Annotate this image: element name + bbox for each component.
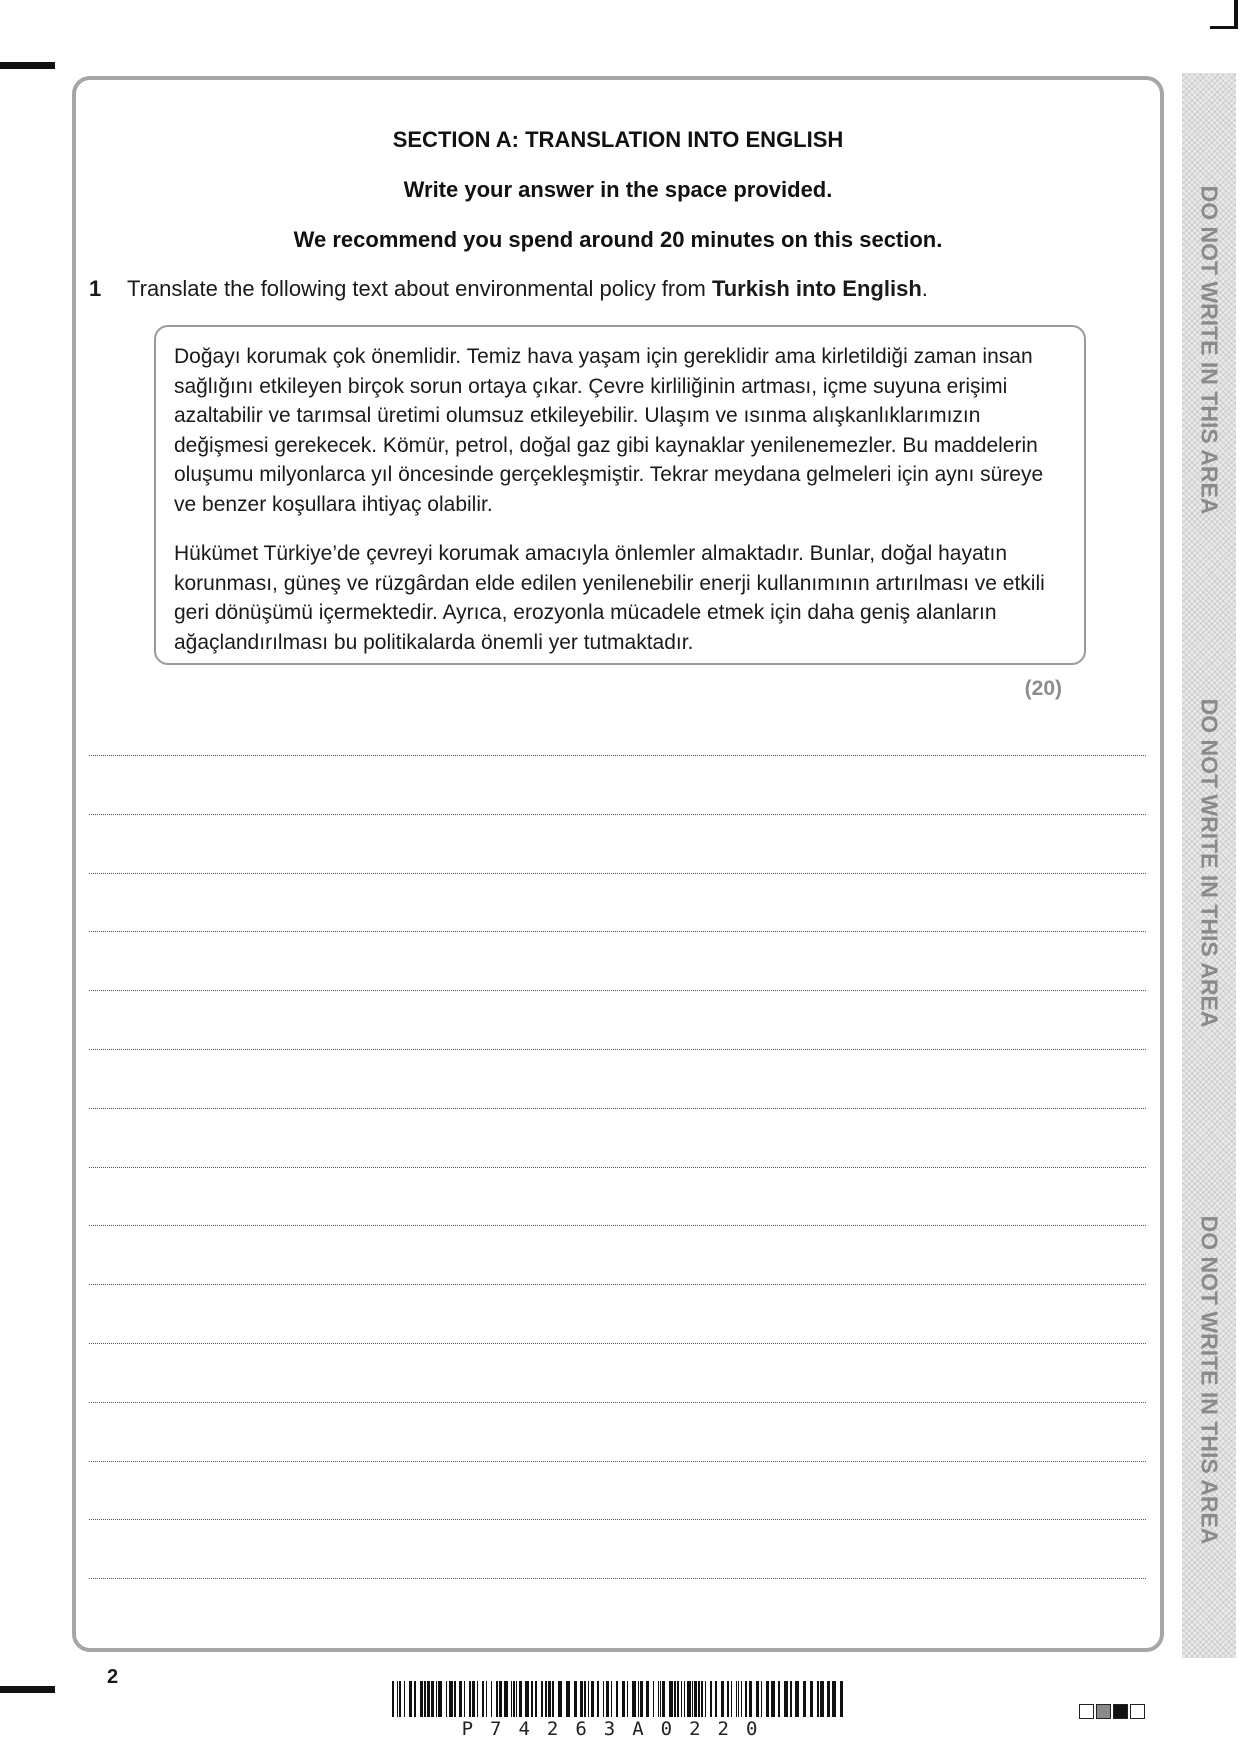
answer-line[interactable] [89,1284,1146,1285]
barcode-bar [574,1681,577,1717]
barcode-bar [436,1681,437,1717]
barcode-bar [761,1681,762,1717]
marker-square-1 [1079,1704,1094,1719]
section-title: SECTION A: TRANSLATION INTO ENGLISH [392,127,844,152]
answer-line[interactable] [89,1461,1146,1462]
barcode-bar [616,1681,618,1717]
answer-line[interactable] [89,1578,1146,1579]
barcode-bar [778,1681,780,1717]
barcode-bar [511,1681,512,1717]
barcode-bar [603,1681,604,1717]
barcode-bar [638,1681,639,1717]
barcode-bar [681,1681,682,1717]
barcode-bar [692,1681,693,1717]
answer-line[interactable] [89,1167,1146,1168]
answer-line[interactable] [89,1519,1146,1520]
barcode-bar [817,1681,819,1717]
barcode-bar [464,1681,465,1717]
barcode-bar [622,1681,625,1717]
barcode-bar [646,1681,649,1717]
answer-line[interactable] [89,990,1146,991]
answer-line[interactable] [89,755,1146,756]
barcode-bar [414,1681,416,1717]
passage-paragraph-1: Doğayı korumak çok önemlidir. Temiz hava yaşam için gereklidir ama kirletildiği zaman insan sağlığını etkileyen birçok sorun ortaya çıkar. Çevre kirliliğinin artması, içme suyuna erişimi azaltabilir ve tarımsal üretimi olumsuz etkileyebilir. Ulaşım ve ısınma alışkanlıklarımızın değişmesi gerekecek. Kömür, petrol, doğal gaz gibi kaynaklar yenilenemezler. Bu maddelerin oluşumu milyonlarca yıl öncesinde gerçekleşmiştir. Tekrar meydana gelmeleri için aynı süreye ve benzer koşullara ihtiyaç olabilir. [174,345,1044,516]
barcode-bar [427,1681,430,1717]
barcode-bar [454,1681,456,1717]
barcode-bar [749,1681,752,1717]
answer-line[interactable] [89,1108,1146,1109]
barcode-bar [513,1681,515,1717]
barcode-bar [653,1681,654,1717]
answer-line[interactable] [89,873,1146,874]
barcode-bar [588,1681,589,1717]
barcode-bar [662,1681,665,1717]
turkish-passage [154,325,1086,665]
barcode-bar [399,1681,401,1717]
barcode-bar [397,1681,398,1717]
barcode-bar [446,1681,447,1717]
passage-paragraph-2: Hükümet Türkiye’de çevreyi korumak amacıyla önlemler almaktadır. Bunlar, doğal hayatın korunması, güneş ve rüzgârdan elde edilen yenilenebilir enerji kullanımının artırılması ve etkili geri dönüşümü içermektedir. Ayrıca, erozyonla mücadele etmek için daha geniş alanların ağaçlandırılması bu politikalarda önemli yer tutmaktadır. [174,542,1045,654]
barcode-bar [566,1681,570,1717]
barcode-bar [420,1681,423,1717]
answer-line[interactable] [89,1343,1146,1344]
barcode-bar [404,1681,405,1717]
barcode-bar [694,1681,697,1717]
barcode-bar [660,1681,661,1717]
registration-mark-top-right-horizontal [1210,26,1238,29]
barcode-bar [698,1681,700,1717]
barcode-bar [611,1681,612,1717]
barcode-bar [591,1681,594,1717]
barcode-bar [674,1681,676,1717]
barcode-bar [715,1681,717,1717]
barcode-bar [486,1681,487,1717]
barcode-bar [795,1681,799,1717]
barcode-bar [705,1681,706,1717]
barcode-bar [482,1681,484,1717]
barcode-bar [545,1681,547,1717]
barcode-bar [731,1681,732,1717]
barcode-bar [827,1681,830,1717]
barcode-bar [496,1681,498,1717]
barcode-bar [736,1681,737,1717]
barcode-bar [469,1681,471,1717]
barcode-bar [548,1681,551,1717]
barcode-number: P74263A0220 [461,1718,775,1740]
barcode-bar [477,1681,478,1717]
barcode-bar [597,1681,599,1717]
barcode-bar [438,1681,442,1717]
answer-line[interactable] [89,814,1146,815]
barcode-bar [766,1681,769,1717]
barcode-bar [745,1681,747,1717]
barcode-bar [684,1681,685,1717]
barcode-bar [803,1681,806,1717]
barcode-bar [784,1681,788,1717]
barcode-bar [710,1681,712,1717]
barcode-bar [525,1681,529,1717]
registration-mark-bottom-left [0,1686,55,1693]
barcode [392,1681,844,1717]
barcode-bar [472,1681,475,1717]
marker-square-2 [1096,1704,1111,1719]
barcode-bar [741,1681,742,1717]
instruction-text: Write your answer in the space provided. [403,177,833,202]
barcode-bar [499,1681,502,1717]
barcode-bar [658,1681,659,1717]
time-recommendation: We recommend you spend around 20 minutes on this section. [293,227,943,252]
barcode-bar [409,1681,412,1717]
barcode-bar [424,1681,426,1717]
barcode-bar [721,1681,724,1717]
barcode-bar [701,1681,703,1717]
barcode-bar [558,1681,562,1717]
barcode-bar [580,1681,583,1717]
barcode-bar [491,1681,492,1717]
answer-line[interactable] [89,1049,1146,1050]
marker-square-4 [1130,1704,1145,1719]
barcode-bar [584,1681,586,1717]
barcode-bar [459,1681,462,1717]
barcode-bar [552,1681,554,1717]
barcode-bar [392,1681,394,1717]
barcode-bar [632,1681,636,1717]
answer-line[interactable] [89,1402,1146,1403]
barcode-bar [738,1681,739,1717]
barcode-bar [431,1681,434,1717]
question-number: 1 [89,276,102,301]
barcode-bar [504,1681,508,1717]
answer-line[interactable] [89,1225,1146,1226]
barcode-bar [627,1681,628,1717]
answer-frame [72,76,1164,1652]
barcode-bar [640,1681,643,1717]
barcode-bar [449,1681,453,1717]
barcode-bar [541,1681,543,1717]
barcode-bar [535,1681,537,1717]
barcode-bar [727,1681,729,1717]
barcode-bar [820,1681,824,1717]
barcode-bar [790,1681,792,1717]
page-number: 2 [107,1666,119,1688]
barcode-bar [687,1681,691,1717]
question-text: Translate the following text about environmental policy from Turkish into English. [127,276,928,301]
registration-mark-top-left [0,62,55,69]
barcode-bar [832,1681,836,1717]
barcode-bar [519,1681,522,1717]
marker-square-3 [1113,1704,1128,1719]
barcode-bar [531,1681,533,1717]
barcode-bar [771,1681,775,1717]
barcode-bar [606,1681,609,1717]
registration-mark-top-right [1234,0,1238,28]
barcode-bar [677,1681,679,1717]
barcode-bar [840,1681,843,1717]
barcode-bar [810,1681,813,1717]
barcode-bar [516,1681,517,1717]
barcode-bar [756,1681,759,1717]
answer-line[interactable] [89,931,1146,932]
barcode-bar [669,1681,673,1717]
marks-available: (20) [1024,677,1062,700]
